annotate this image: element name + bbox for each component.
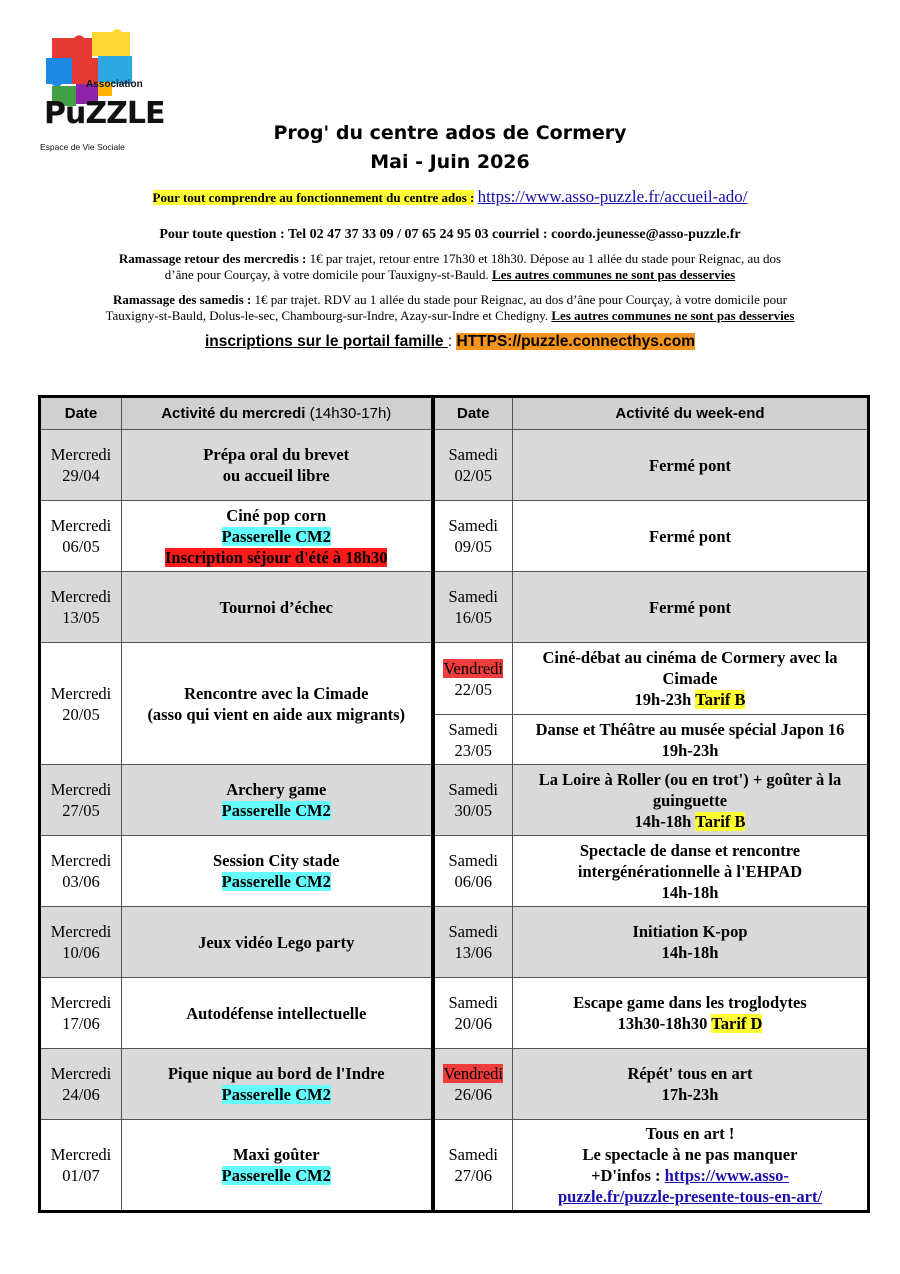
sat-date-cell: [433, 501, 513, 572]
sat-date-cell: [433, 907, 513, 978]
weekend-activity-line: Fermé pont: [648, 526, 732, 546]
sat-day: Samedi: [448, 780, 498, 799]
table-row: [40, 836, 869, 907]
wed-activity-line: Jeux vidéo Lego party: [198, 932, 355, 952]
weekend-activity-time: 14h-18h: [634, 811, 696, 831]
sat-date-cell: [433, 836, 513, 907]
weekend-activity-cell: [513, 643, 869, 715]
saturday-pickup-text-2: Tauxigny-st-Bauld, Dolus-le-sec, Chambourg-sur-Indre, Azay-sur-Indre et Chedigny.: [105, 308, 552, 323]
weekend-activity-line: Tous en art !: [645, 1124, 735, 1143]
weekend-activity-cell: [513, 715, 869, 765]
wed-activity-line: ou accueil libre: [222, 466, 330, 485]
logo-tagline: Espace de Vie Sociale: [40, 142, 125, 152]
wed-activity-cell: [122, 836, 433, 907]
wed-date: 17/06: [62, 1014, 100, 1033]
inscription-label: inscriptions sur le portail famille: [204, 333, 448, 350]
table-row: [40, 572, 869, 643]
table-row: [40, 643, 869, 715]
passerelle-badge: Passerelle CM2: [221, 1085, 331, 1104]
wednesday-pickup-warning: Les autres communes ne sont pas desservies: [492, 267, 736, 282]
tarif-badge: Tarif B: [695, 811, 746, 831]
wed-day: Mercredi: [50, 993, 112, 1012]
sat-date-cell: [433, 765, 513, 836]
weekend-activity-line: Cimade: [662, 669, 718, 688]
sat-date-cell: [433, 572, 513, 643]
wed-date: 29/04: [62, 466, 100, 485]
wednesday-pickup-text-1: 1€ par trajet, retour entre 17h30 et 18h30. Dépose au 1 allée du stade pour Reignac, au dos: [306, 251, 782, 266]
wed-activity-cell: [122, 643, 433, 765]
wed-day: Mercredi: [50, 587, 112, 606]
tarif-badge: Tarif B: [695, 690, 746, 709]
wed-day: Mercredi: [50, 516, 112, 535]
fri-date: 26/06: [454, 1085, 493, 1104]
weekend-activity-line: Initiation K-pop: [632, 922, 748, 941]
sat-day: Samedi: [448, 1145, 498, 1164]
saturday-pickup-label: Ramassage des samedis :: [112, 292, 252, 307]
weekend-activity-line: 14h-18h: [661, 882, 719, 902]
header-wed-activity: [122, 397, 433, 430]
weekend-activity-cell: [513, 907, 869, 978]
fri-date-cell: [433, 1049, 513, 1120]
weekend-activity-line: Fermé pont: [648, 455, 732, 475]
sat-date-cell: [433, 715, 513, 765]
fri-date: 22/05: [454, 679, 493, 699]
weekend-activity-line: 17h-23h: [661, 1085, 719, 1104]
table-row: [40, 765, 869, 836]
weekend-activity-line: guinguette: [652, 790, 728, 810]
weekend-activity-line: Spectacle de danse et rencontre: [579, 840, 801, 860]
program-table: [38, 395, 870, 1213]
wed-activity-line: Rencontre avec la Cimade: [184, 683, 369, 703]
wed-date-cell: [40, 1049, 122, 1120]
wed-activity-line: Ciné pop corn: [226, 505, 327, 525]
passerelle-badge: Passerelle CM2: [221, 1166, 331, 1185]
weekend-activity-cell: [513, 430, 869, 501]
sat-date: 27/06: [454, 1166, 493, 1185]
sat-date: 13/06: [454, 943, 493, 962]
contact-line: Pour toute question : Tel 02 47 37 33 09 / 07 65 24 95 03 courriel : coordo.jeunesse@asso-puzzle.fr: [159, 227, 741, 242]
weekend-activity-time: 19h-23h: [634, 690, 696, 709]
sat-day: Samedi: [448, 587, 498, 606]
inscription-separator: :: [447, 333, 453, 350]
inscription-line: [0, 333, 900, 351]
weekend-activity-cell: [513, 836, 869, 907]
weekend-activity-line: 14h-18h: [661, 943, 719, 962]
sat-date-cell: [433, 978, 513, 1049]
wed-date: 20/05: [62, 704, 100, 724]
weekend-activity-line: Répét' tous en art: [627, 1064, 753, 1083]
header-wed-hours: (14h30-17h): [305, 405, 392, 422]
saturday-pickup: [0, 292, 900, 324]
inscription-alert: Inscription séjour d'été à 18h30: [165, 547, 388, 567]
header-date: Date: [40, 397, 122, 430]
weekend-activity-cell: [513, 1120, 869, 1212]
page-title: Prog' du centre ados de Cormery: [273, 122, 627, 144]
wed-date-cell: [40, 836, 122, 907]
wed-day: Mercredi: [50, 780, 112, 799]
wed-day: Mercredi: [50, 445, 112, 464]
wed-activity-line: Archery game: [226, 780, 327, 799]
wed-date-cell: [40, 765, 122, 836]
logo-puzzle-text: PuZZLE: [44, 96, 165, 131]
sat-date: 02/05: [454, 466, 493, 485]
wed-activity-cell: [122, 1049, 433, 1120]
logo-association-text: Association: [86, 79, 143, 90]
info-highlight: Pour tout comprendre au fonctionnement du centre ados :: [152, 190, 475, 205]
table-header: [40, 397, 869, 430]
wed-date: 01/07: [62, 1166, 100, 1185]
wed-date-cell: [40, 907, 122, 978]
passerelle-badge: Passerelle CM2: [221, 801, 331, 820]
wed-day: Mercredi: [50, 922, 112, 941]
wed-activity-cell: [122, 430, 433, 501]
wed-activity-cell: [122, 978, 433, 1049]
wed-activity-cell: [122, 907, 433, 978]
sat-day: Samedi: [448, 993, 498, 1012]
wed-activity-line: Session City stade: [212, 851, 340, 870]
wednesday-pickup-label: Ramassage retour des mercredis :: [118, 251, 307, 266]
sat-date: 06/06: [454, 872, 493, 891]
tous-en-art-link[interactable]: https://www.asso-: [664, 1166, 789, 1185]
sat-day: Samedi: [448, 851, 498, 870]
weekend-activity-line: 19h-23h: [661, 740, 719, 760]
passerelle-badge: Passerelle CM2: [221, 526, 331, 546]
connecthys-link[interactable]: HTTPS://puzzle.connecthys.com: [456, 333, 696, 350]
fri-day: Vendredi: [443, 658, 504, 678]
fri-day: Vendredi: [443, 1064, 504, 1083]
wed-activity-line: Tournoi d’échec: [219, 597, 334, 617]
wednesday-pickup-text-2: d’âne pour Courçay, à votre domicile pour Tauxigny-st-Bauld.: [164, 267, 493, 282]
wed-day: Mercredi: [50, 1145, 112, 1164]
info-line: [0, 187, 900, 207]
wed-activity-cell: [122, 1120, 433, 1212]
weekend-activity-line: Fermé pont: [648, 597, 732, 617]
wed-date: 24/06: [62, 1085, 100, 1104]
wed-day: Mercredi: [50, 683, 112, 703]
wed-activity-line: Pique nique au bord de l'Indre: [167, 1064, 385, 1083]
wed-activity-line: (asso qui vient en aide aux migrants): [147, 704, 406, 724]
wed-activity-cell: [122, 501, 433, 572]
wed-date-cell: [40, 501, 122, 572]
wednesday-pickup: [0, 251, 900, 283]
more-info-label: +D'infos :: [591, 1166, 665, 1185]
wed-activity-line: Maxi goûter: [232, 1145, 320, 1164]
page-subtitle: Mai - Juin 2026: [370, 151, 530, 173]
sat-date-cell: [433, 1120, 513, 1212]
accueil-ado-link[interactable]: https://www.asso-puzzle.fr/accueil-ado/: [477, 187, 748, 206]
weekend-activity-cell: [513, 572, 869, 643]
wed-date: 06/05: [62, 537, 100, 556]
wed-date-cell: [40, 978, 122, 1049]
wed-activity-line: Prépa oral du brevet: [203, 445, 350, 464]
saturday-pickup-warning: Les autres communes ne sont pas desservies: [551, 308, 795, 323]
tous-en-art-link-cont[interactable]: puzzle.fr/puzzle-presente-tous-en-art/: [557, 1187, 823, 1206]
weekend-activity-line: La Loire à Roller (ou en trot') + goûter à la: [538, 769, 842, 789]
table-row: [40, 1049, 869, 1120]
weekend-activity-time: 13h30-18h30: [617, 1014, 712, 1033]
sat-day: Samedi: [448, 719, 498, 739]
sat-date-cell: [433, 430, 513, 501]
header-date-2: Date: [433, 397, 513, 430]
table-row: [40, 1120, 869, 1212]
sat-day: Samedi: [448, 516, 498, 535]
sat-date: 30/05: [454, 801, 493, 820]
wed-activity-cell: [122, 765, 433, 836]
table-row: [40, 501, 869, 572]
wed-activity-line: Autodéfense intellectuelle: [186, 1003, 367, 1023]
weekend-activity-line: Ciné-débat au cinéma de Cormery avec la: [542, 648, 838, 667]
table-row: [40, 430, 869, 501]
tarif-badge: Tarif D: [711, 1014, 763, 1033]
saturday-pickup-text-1: 1€ par trajet. RDV au 1 allée du stade pour Reignac, au dos d’âne pour Courçay, à votre domicile pour: [251, 292, 788, 307]
header-weekend-activity: Activité du week-end: [513, 397, 869, 430]
wed-day: Mercredi: [50, 851, 112, 870]
weekend-activity-cell: [513, 501, 869, 572]
sat-date: 09/05: [454, 537, 493, 556]
weekend-activity-line: Escape game dans les troglodytes: [573, 993, 807, 1012]
weekend-activity-cell: [513, 765, 869, 836]
wed-date: 10/06: [62, 943, 100, 962]
sat-day: Samedi: [448, 922, 498, 941]
sat-date: 23/05: [454, 740, 493, 760]
sat-date: 16/05: [454, 608, 493, 627]
weekend-activity-cell: [513, 1049, 869, 1120]
passerelle-badge: Passerelle CM2: [221, 872, 331, 891]
wed-date: 03/06: [62, 872, 100, 891]
header-wed-activity-label: Activité du mercredi: [161, 405, 306, 422]
wed-date-cell: [40, 643, 122, 765]
wed-day: Mercredi: [50, 1064, 112, 1083]
weekend-activity-line: Danse et Théâtre au musée spécial Japon 16: [535, 719, 845, 739]
wed-date-cell: [40, 1120, 122, 1212]
weekend-activity-cell: [513, 978, 869, 1049]
weekend-activity-line: Le spectacle à ne pas manquer: [582, 1145, 798, 1164]
wed-date-cell: [40, 430, 122, 501]
wed-activity-cell: [122, 572, 433, 643]
sat-day: Samedi: [448, 445, 498, 464]
wed-date: 27/05: [62, 801, 100, 820]
table-row: [40, 978, 869, 1049]
wed-date: 13/05: [62, 608, 100, 627]
weekend-activity-line: intergénérationnelle à l'EHPAD: [577, 861, 803, 881]
fri-date-cell: [433, 643, 513, 715]
table-row: [40, 907, 869, 978]
wed-date-cell: [40, 572, 122, 643]
sat-date: 20/06: [454, 1014, 493, 1033]
